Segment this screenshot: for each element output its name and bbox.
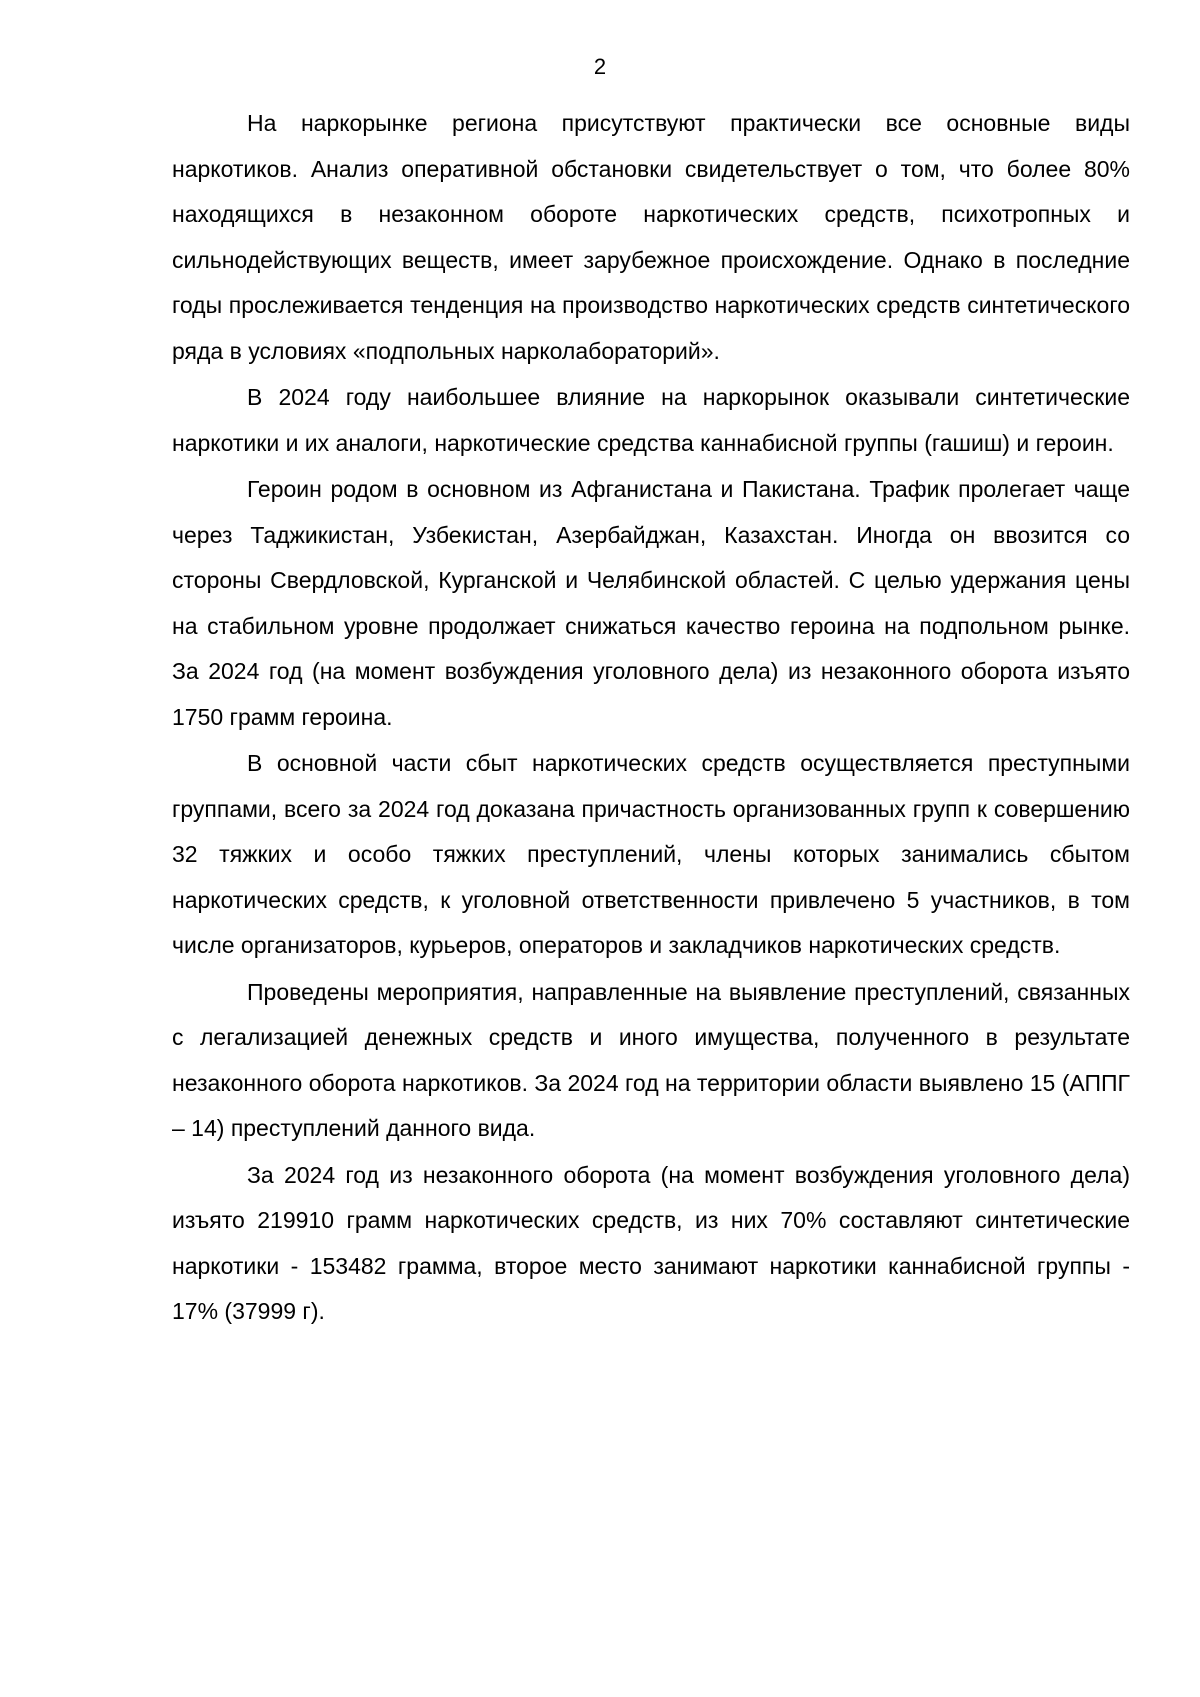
paragraph-2024-influence: В 2024 году наибольшее влияние на наркорынок оказывали синтетические наркотики и их аналоги, наркотические средства каннабисной группы (гашиш) и героин. bbox=[172, 384, 1130, 456]
paragraph-seizures: За 2024 год из незаконного оборота (на момент возбуждения уголовного дела) изъято 219910 грамм наркотических средств, из них 70% составляют синтетические наркотики - 153482 грамма, второе место занимают наркотики каннабисной группы - 17% (37999 г). bbox=[172, 1161, 1130, 1324]
document-body bbox=[172, 101, 1130, 1336]
paragraph-criminal-groups: В основной части сбыт наркотических средств осуществляется преступными группами, всего за 2024 год доказана причастность организованных групп к совершению 32 тяжких и особо тяжких преступлений, члены которых занимались сбытом наркотических средств, к уголовной ответственности привлечено 5 участников, в том числе организаторов, курьеров, операторов и закладчиков наркотических средств. bbox=[172, 750, 1130, 958]
page-number: 2 bbox=[593, 54, 607, 79]
paragraph-money-laundering: Проведены мероприятия, направленные на выявление преступлений, связанных с легализацией денежных средств и иного имущества, полученного в результате незаконного оборота наркотиков. За 2024 год на территории области выявлено 15 (АППГ – 14) преступлений данного вида. bbox=[172, 978, 1130, 1141]
paragraph-drug-market-overview: На наркорынке региона присутствуют практически все основные виды наркотиков. Анализ оперативной обстановки свидетельствует о том, что более 80% находящихся в незаконном обороте наркотических средств, психотропных и сильнодействующих веществ, имеет зарубежное происхождение. Однако в последние годы прослеживается тенденция на производство наркотических средств синтетического ряда в условиях «подпольных нарколабораторий». bbox=[172, 110, 1130, 364]
paragraph-heroin-traffic: Героин родом в основном из Афганистана и Пакистана. Трафик пролегает чаще через Таджикистан, Узбекистан, Азербайджан, Казахстан. Иногда он ввозится со стороны Свердловской, Курганской и Челябинской областей. С целью удержания цены на стабильном уровне продолжает снижаться качество героина на подпольном рынке. За 2024 год (на момент возбуждения уголовного дела) из незаконного оборота изъято 1750 грамм героина. bbox=[172, 476, 1130, 730]
